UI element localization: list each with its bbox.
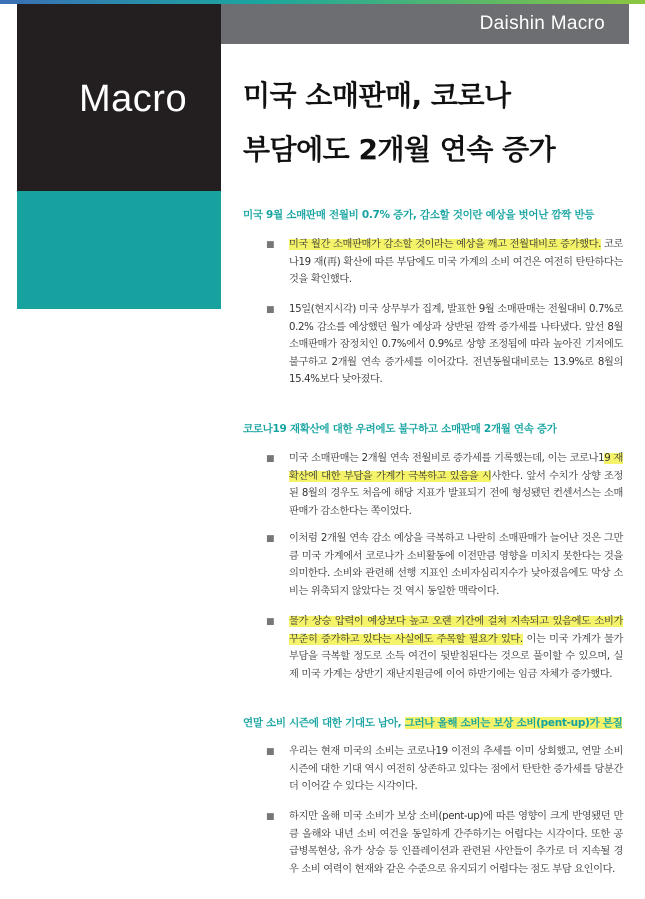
brand-bar [221,4,629,44]
bullet-icon: ■ [266,240,275,250]
highlighted-text: 물가 상승 압력이 예상보다 높고 오랜 기간에 걸쳐 지속되고 있음에도 소비가 꾸준히 증가하고 있다는 사실에도 주목할 필요가 있다. [289,616,623,645]
bullet-icon: ■ [266,617,275,627]
paragraph: 15일(현지시각) 미국 상무부가 집계, 발표한 9월 소매판매는 전월대비 0.7%로 0.2% 감소를 예상했던 월가 예상과 상반된 깜짝 증가세를 나타냈다. 앞선 8월 소매판매가 잠정치인 0.7%에서 0.9%로 상향 조정됨에 따라 높아진 기저에도 불구하고 2개월 연속 증가세를 이어갔다. 전년동월대비로는 13.9%로 8월의 15.4%보다 낮아졌다. [289,304,623,385]
paragraph: 하지만 올해 미국 소비가 보상 소비(pent-up)에 따른 영향이 크게 반영됐던 만큼 올해와 내년 소비 여건을 동일하게 간주하기는 어렵다는 시각이다. 또한 공급병목현상, 유가 상승 등 인플레이션과 관련된 사안들이 추가로 더 지속될 경우 소비 여력이 현재와 같은 수준으로 유지되기 어렵다는 점도 부담 요인이다. [289,811,623,875]
author-box [17,191,229,455]
brand-name: Daishin Macro [479,13,605,34]
paragraph: 이처럼 2개월 연속 감소 예상을 극복하고 나란히 소매판매가 늘어난 것은 그만큼 미국 가계에서 코로나가 소비활동에 이전만큼 영향을 미치지 못한다는 것을 의미한다. 소비와 관련해 선행 지표인 소비자심리지수가 낮아졌음에도 막상 소비는 위축되지 않았다는 것 역시 동일한 맥락이다. [289,533,623,597]
bullet-icon: ■ [266,305,275,315]
bullet-icon: ■ [266,747,275,757]
category-label: Macro [79,78,188,120]
highlighted-text: 그러나 올해 소비는 보상 소비(pent-up)가 본질 [404,717,623,729]
author-email: dongrak.kong@daishin.com [41,444,159,455]
highlighted-text: 9 재확산에 대한 부담을 가계가 극복하고 있음을 시 [289,453,623,482]
section-heading: 연말 소비 시즌에 대한 기대도 남아, 그러나 올해 소비는 보상 소비(pent-up)가 본질 [243,717,623,729]
paragraph: 미국 월간 소매판매가 감소할 것이라는 예상을 깨고 전월대비로 증가했다. 코로나19 재(再) 확산에 따른 부담에도 미국 가계의 소비 여건은 여전히 탄탄하다는 것을 확인했다. [289,239,623,285]
section-heading: 미국 9월 소매판매 전월비 0.7% 증가, 감소할 것이란 예상을 벗어난 깜짝 반등 [243,209,595,221]
section-heading: 코로나19 재확산에 대한 우려에도 불구하고 소매판매 2개월 연속 증가 [243,423,557,435]
author-line: Economist & Fixed Income Strategist 공동락 [41,431,229,442]
category-box [17,4,221,191]
bullet-icon: ■ [266,534,275,544]
report-title-line-1: 미국 소매판매, 코로나 [243,79,511,112]
bullet-icon: ■ [266,454,275,464]
highlighted-text: 미국 월간 소매판매가 감소할 것이라는 예상을 깨고 전월대비로 증가했다. [289,239,601,250]
report-title-line-2: 부담에도 2개월 연속 증가 [243,133,556,166]
paragraph: 우리는 현재 미국의 소비는 코로나19 이전의 추세를 이미 상회했고, 연말 소비 시즌에 대한 기대 역시 여전히 상존하고 있다는 점에서 탄탄한 증가세를 당분간 더 이어갈 수 있다는 시각이다. [289,746,623,792]
bullet-icon: ■ [266,812,275,822]
paragraph: 물가 상승 압력이 예상보다 높고 오랜 기간에 걸쳐 지속되고 있음에도 소비가 꾸준히 증가하고 있다는 사실에도 주목할 필요가 있다. 이는 미국 가계가 물가 부담을 극복할 정도로 소득 여건이 뒷받침된다는 것으로 풀이할 수 있으며, 실제 미국 가계는 상반기 재난지원금에 이어 하반기에는 임금 자체가 증가했다. [289,616,623,680]
paragraph: 미국 소매판매는 2개월 연속 전월비로 증가세를 기록했는데, 이는 코로나19 재확산에 대한 부담을 가계가 극복하고 있음을 시사한다. 앞서 수치가 상향 조정된 8월의 경우도 처음에 해당 지표가 발표되기 전에 형성됐던 컨센서스는 소매판매가 감소한다는 쪽이었다. [289,453,623,517]
